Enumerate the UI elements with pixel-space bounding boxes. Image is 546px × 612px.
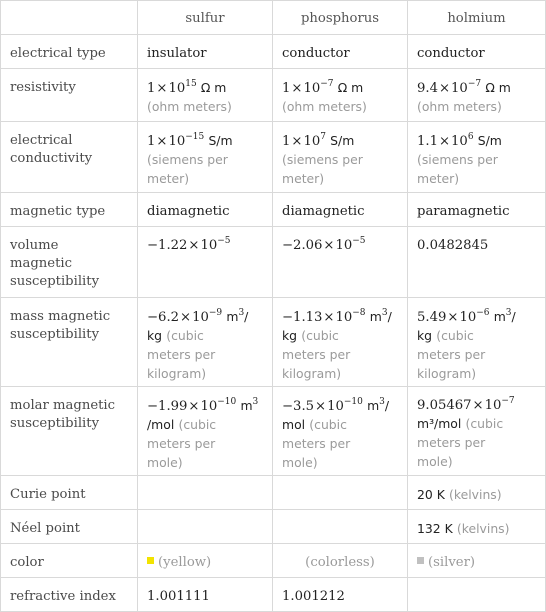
cell-neel-point-phosphorus — [273, 510, 408, 544]
corner-cell — [1, 1, 138, 35]
cell-color-holmium: (silver) — [408, 544, 546, 578]
cell-color-phosphorus: (colorless) — [273, 544, 408, 578]
silver-swatch — [417, 557, 424, 564]
cell-neel-point-sulfur — [138, 510, 273, 544]
row-label-electrical-conductivity: electrical conductivity — [1, 122, 138, 193]
row-label-mass-magnetic-susceptibility: mass magnetic susceptibility — [1, 298, 138, 387]
header-row — [1, 1, 546, 35]
row-label-molar-magnetic-susceptibility: molar magnetic susceptibility — [1, 387, 138, 476]
cell-magnetic-type-sulfur: diamagnetic — [138, 193, 273, 227]
cell-mass-susceptibility-sulfur: $-6.2\times 10^{-9}$ $m^3/$ kg (cubic meters per kilogram) — [138, 298, 273, 387]
cell-volume-susceptibility-phosphorus: $-2.06\times 10^{-5}$ — [273, 227, 408, 298]
row-label-curie-point: Curie point — [1, 476, 138, 510]
table-row — [1, 69, 546, 122]
row-label-refractive-index: refractive index — [1, 578, 138, 612]
row-label-magnetic-type: magnetic type — [1, 193, 138, 227]
cell-color-sulfur: (yellow) — [138, 544, 273, 578]
cell-electrical-type-sulfur: insulator — [138, 35, 273, 69]
yellow-swatch — [147, 557, 154, 564]
cell-magnetic-type-holmium: paramagnetic — [408, 193, 546, 227]
cell-molar-susceptibility-phosphorus: $-3.5\times 10^{-10}$ $m^3/$ mol (cubic meters per mole) — [273, 387, 408, 476]
column-header-sulfur: sulfur — [138, 1, 273, 35]
cell-curie-point-sulfur — [138, 476, 273, 510]
cell-conductivity-sulfur: $1\times 10^{-15}$ S/m (siemens per meter) — [138, 122, 273, 193]
table-row — [1, 476, 546, 510]
cell-conductivity-phosphorus: $1\times 10^7$ S/m (siemens per meter) — [273, 122, 408, 193]
row-label-volume-magnetic-susceptibility: volume magnetic susceptibility — [1, 227, 138, 298]
cell-electrical-type-holmium: conductor — [408, 35, 546, 69]
cell-refractive-index-holmium — [408, 578, 546, 612]
cell-resistivity-sulfur: $1\times 10^{15}$ Ω m (ohm meters) — [138, 69, 273, 122]
table-row — [1, 227, 546, 298]
cell-resistivity-holmium: $9.4\times 10^{-7}$ Ω m (ohm meters) — [408, 69, 546, 122]
table-row — [1, 544, 546, 578]
cell-curie-point-phosphorus — [273, 476, 408, 510]
cell-refractive-index-phosphorus: 1.001212 — [273, 578, 408, 612]
row-label-electrical-type: electrical type — [1, 35, 138, 69]
cell-conductivity-holmium: $1.1\times 10^6$ S/m (siemens per meter) — [408, 122, 546, 193]
table-row — [1, 193, 546, 227]
cell-molar-susceptibility-sulfur: $-1.99\times 10^{-10}$ $m^3$ /mol (cubic meters per mole) — [138, 387, 273, 476]
row-label-neel-point: Néel point — [1, 510, 138, 544]
cell-refractive-index-sulfur: 1.001111 — [138, 578, 273, 612]
table-row — [1, 35, 546, 69]
cell-molar-susceptibility-holmium: $9.05467\times 10^{-7}$ m³/mol (cubic meters per mole) — [408, 387, 546, 476]
cell-mass-susceptibility-holmium: $5.49\times 10^{-6}$ $m^3/$ kg (cubic meters per kilogram) — [408, 298, 546, 387]
cell-magnetic-type-phosphorus: diamagnetic — [273, 193, 408, 227]
cell-resistivity-phosphorus: $1\times 10^{-7}$ Ω m (ohm meters) — [273, 69, 408, 122]
table-row — [1, 122, 546, 193]
cell-neel-point-holmium: 132 K (kelvins) — [408, 510, 546, 544]
cell-volume-susceptibility-sulfur: $-1.22\times 10^{-5}$ — [138, 227, 273, 298]
table-row — [1, 387, 546, 476]
column-header-phosphorus: phosphorus — [273, 1, 408, 35]
table-row — [1, 298, 546, 387]
table-row — [1, 510, 546, 544]
row-label-resistivity: resistivity — [1, 69, 138, 122]
table-row — [1, 578, 546, 612]
cell-mass-susceptibility-phosphorus: $-1.13\times 10^{-8}$ $m^3/$ kg (cubic meters per kilogram) — [273, 298, 408, 387]
cell-electrical-type-phosphorus: conductor — [273, 35, 408, 69]
cell-curie-point-holmium: 20 K (kelvins) — [408, 476, 546, 510]
column-header-holmium: holmium — [408, 1, 546, 35]
row-label-color: color — [1, 544, 138, 578]
cell-volume-susceptibility-holmium: 0.0482845 — [408, 227, 546, 298]
